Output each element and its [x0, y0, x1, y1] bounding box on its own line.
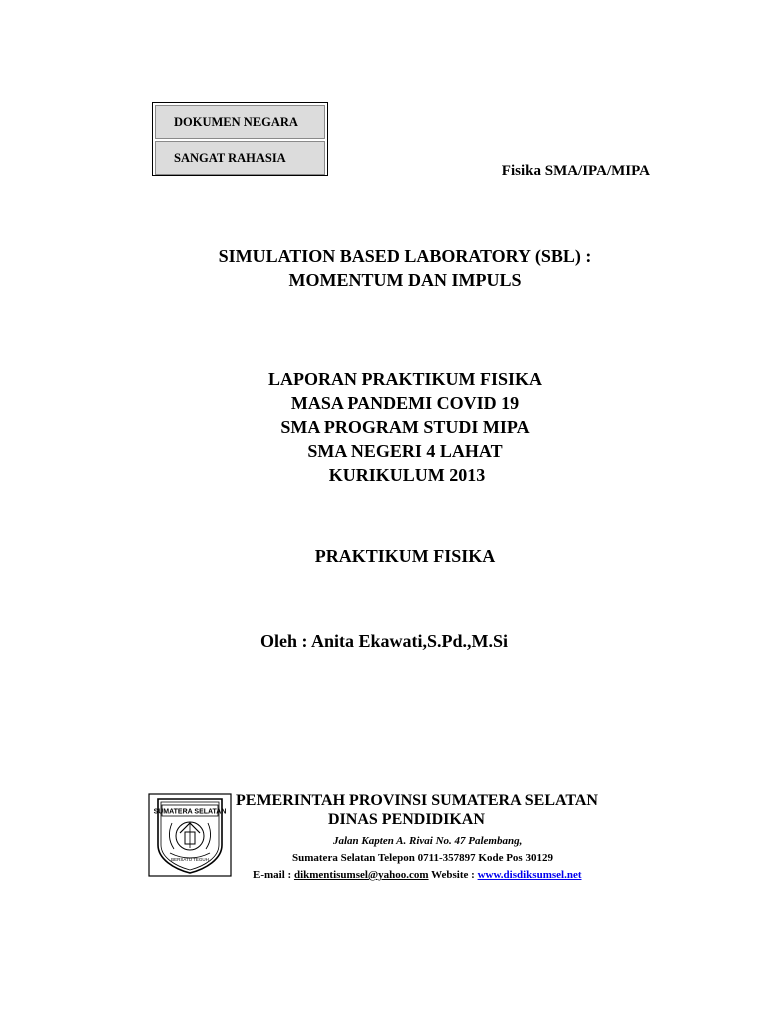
classification-box [152, 102, 328, 176]
email-link[interactable]: dikmentisumsel@yahoo.com [293, 869, 429, 881]
report-block [155, 367, 655, 487]
classification-label: DOKUMEN NEGARA [155, 105, 325, 139]
report-line: MASA PANDEMI COVID 19 [290, 393, 520, 413]
document-title [155, 244, 655, 292]
email-label: E-mail : [253, 869, 292, 881]
website-link[interactable]: www.disdiksumsel.net [477, 869, 582, 881]
seal-bottom-text: BERSATU TEGUH [171, 857, 209, 862]
report-line: KURIKULUM 2013 [328, 465, 486, 485]
subject-label: Fisika SMA/IPA/MIPA [501, 163, 650, 179]
practicum-label: PRAKTIKUM FISIKA [314, 546, 496, 566]
government-name: PEMERINTAH PROVINSI SUMATERA SELATAN [236, 792, 598, 809]
website-label: Website : [431, 869, 475, 881]
secrecy-label: SANGAT RAHASIA [155, 141, 325, 175]
department-name: DINAS PENDIDIKAN [328, 811, 485, 828]
title-line-1: SIMULATION BASED LABORATORY (SBL) : [218, 246, 592, 266]
report-line: SMA PROGRAM STUDI MIPA [280, 417, 530, 437]
practicum-heading [155, 544, 655, 568]
province-seal-logo [148, 793, 232, 877]
contact-line [253, 868, 582, 882]
seal-top-text: SUMATERA SELATAN [153, 808, 227, 816]
report-line: SMA NEGERI 4 LAHAT [307, 441, 503, 461]
title-line-2: MOMENTUM DAN IMPULS [288, 270, 522, 290]
report-line: LAPORAN PRAKTIKUM FISIKA [267, 369, 542, 389]
address-line-2: Sumatera Selatan Telepon 0711-357897 Kode Pos 30129 [292, 852, 553, 864]
author-line: Oleh : Anita Ekawati,S.Pd.,M.Si [260, 631, 509, 651]
address-line-1: Jalan Kapten A. Rivai No. 47 Palembang, [333, 835, 523, 847]
